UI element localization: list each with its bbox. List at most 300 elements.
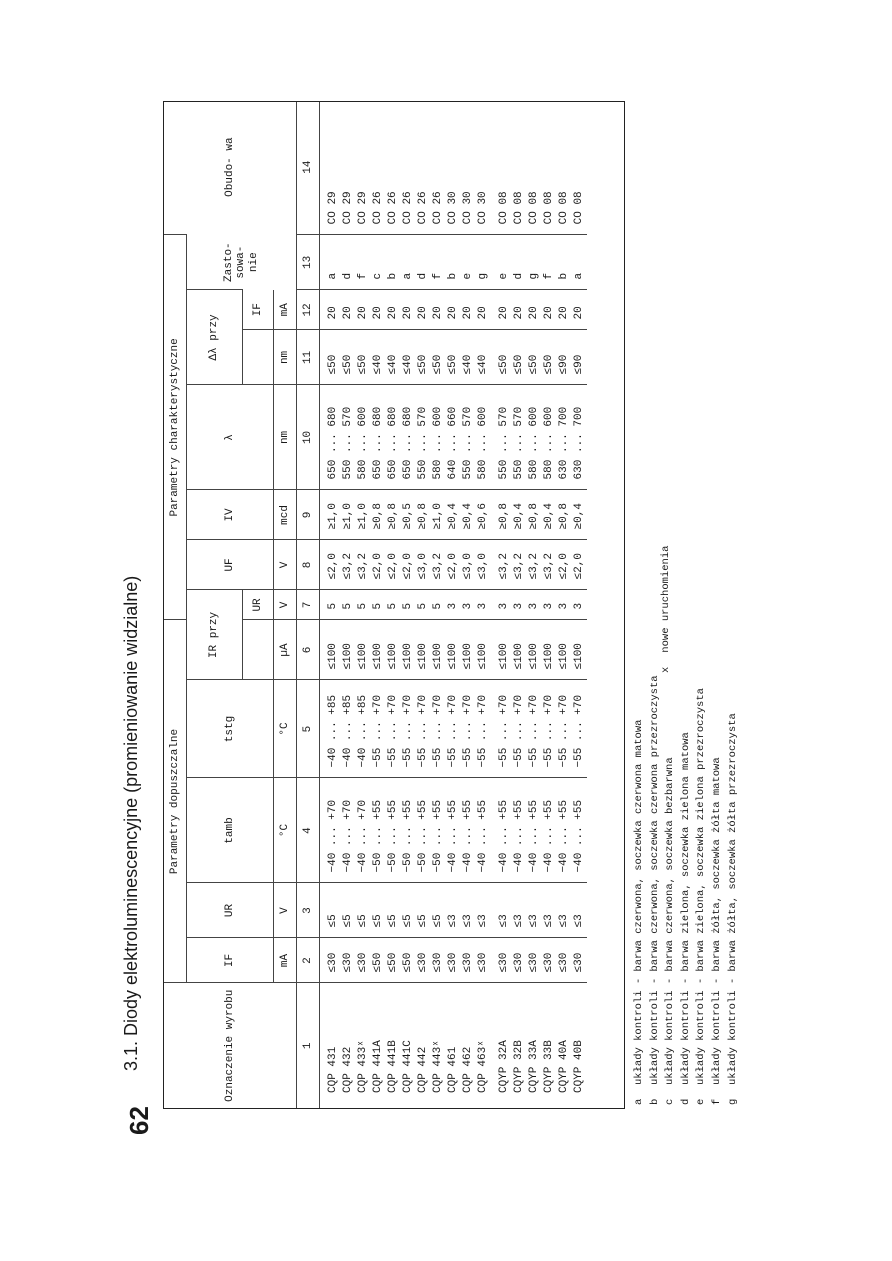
cell-ir: ≤100 (476, 620, 491, 680)
cell-application: a (320, 235, 342, 290)
cell-application: g (476, 235, 491, 290)
table-row (542, 101, 557, 1108)
cell-package: CO 26 (417, 191, 429, 225)
cell-if: ≤30 (527, 938, 542, 983)
table-row (497, 101, 512, 1108)
new-products-note (660, 546, 672, 673)
col-number: 1 (297, 983, 320, 1108)
cell-product-code: CQP 462 (461, 983, 476, 1108)
cell-application: c (371, 235, 386, 290)
cell-package: CO 30 (477, 191, 489, 225)
cell-lambda: 580 ... 600 (476, 385, 491, 490)
cell-ir: ≤100 (431, 620, 446, 680)
cell-dl: ≤50 (527, 330, 542, 385)
cell-iv: ≥0,4 (446, 490, 461, 540)
cell-if: ≤30 (341, 938, 356, 983)
footnote-text: układy kontroli - barwa czerwona, soczewka czerwona przezroczysta (648, 675, 661, 1085)
cell-dl: ≤40 (386, 330, 401, 385)
header-ir-przy: IR przy (187, 590, 243, 680)
header-if: IF (187, 938, 274, 983)
header-tamb: tamb (187, 778, 274, 883)
cell-uf: ≤2,0 (446, 540, 461, 590)
cell-if: ≤30 (446, 938, 461, 983)
footnote-text: układy kontroli - barwa żółta, soczewka żółta matowa (710, 757, 723, 1085)
cell-application: b (557, 235, 572, 290)
cell-dl: ≤50 (356, 330, 371, 385)
cell-ir: ≤100 (461, 620, 476, 680)
unit-if2: mA (274, 290, 297, 330)
cell-dl: ≤90 (557, 330, 572, 385)
cell-package: CO 29 (327, 191, 339, 225)
table-row (572, 101, 587, 1108)
cell-product-code: CQYP 40A (557, 983, 572, 1108)
cell-product-code: CQP 432 (341, 983, 356, 1108)
footnote-text: układy kontroli - barwa czerwona, soczewka bezbarwna (664, 757, 677, 1085)
cell-ir: ≤100 (386, 620, 401, 680)
cell-uf: ≤3,2 (512, 540, 527, 590)
cell-dl: ≤50 (497, 330, 512, 385)
cell-ir: ≤100 (416, 620, 431, 680)
cell-iv: ≥0,4 (572, 490, 587, 540)
footnote-key: b (648, 1098, 661, 1105)
unit-tstg: °C (274, 680, 297, 778)
footnote-key: f (710, 1098, 723, 1105)
cell-ur2: 3 (461, 590, 476, 620)
cell-application: d (416, 235, 431, 290)
cell-package: CO 26 (372, 191, 384, 225)
cell-tamb: −50 ... +55 (386, 778, 401, 883)
footnote-text: układy kontroli - barwa zielona, soczewka zielona matowa (679, 732, 692, 1085)
cell-application: b (446, 235, 461, 290)
table-row (401, 101, 416, 1108)
footnote (694, 675, 710, 1105)
col-number: 13 (297, 235, 320, 290)
cell-dl: ≤90 (572, 330, 587, 385)
cell-ur: ≤3 (446, 883, 461, 938)
cell-application: e (497, 235, 512, 290)
cell-ur2: 5 (401, 590, 416, 620)
cell-uf: ≤3,2 (527, 540, 542, 590)
header-ir-blank (243, 620, 274, 680)
cell-lambda: 550 ... 570 (341, 385, 356, 490)
cell-if2: 20 (497, 290, 512, 330)
cell-package: CO 26 (432, 191, 444, 225)
cell-iv: ≥0,8 (527, 490, 542, 540)
cell-uf: ≤3,0 (461, 540, 476, 590)
cell-uf: ≤2,0 (401, 540, 416, 590)
cell-dl: ≤50 (416, 330, 431, 385)
cell-ur2: 5 (320, 590, 342, 620)
cell-package: CO 26 (387, 191, 399, 225)
cell-iv: ≥0,8 (386, 490, 401, 540)
cell-if2: 20 (371, 290, 386, 330)
cell-if2: 20 (461, 290, 476, 330)
table-row (557, 101, 572, 1108)
cell-product-code: CQP 463ˣ (476, 983, 491, 1108)
cell-tstg: −55 ... +70 (497, 680, 512, 778)
cell-ur2: 3 (497, 590, 512, 620)
footnote-key: c (664, 1098, 677, 1105)
col-number: 5 (297, 680, 320, 778)
cell-lambda: 630 ... 700 (572, 385, 587, 490)
cell-ur2: 5 (341, 590, 356, 620)
cell-ir: ≤100 (401, 620, 416, 680)
cell-tstg: −55 ... +70 (416, 680, 431, 778)
cell-iv: ≥1,0 (356, 490, 371, 540)
cell-product-code: CQP 441B (386, 983, 401, 1108)
cell-lambda: 550 ... 570 (461, 385, 476, 490)
cell-tamb: −40 ... +55 (476, 778, 491, 883)
cell-lambda: 580 ... 600 (356, 385, 371, 490)
cell-application: f (542, 235, 557, 290)
cell-package: CO 08 (513, 191, 525, 225)
cell-ir: ≤100 (527, 620, 542, 680)
header-application: Zasto- sowa- nie (187, 235, 297, 290)
col-number: 7 (297, 590, 320, 620)
cell-if: ≤30 (356, 938, 371, 983)
cell-ur: ≤5 (341, 883, 356, 938)
cell-application: d (341, 235, 356, 290)
footnote-text: układy kontroli - barwa czerwona, soczewka czerwona matowa (633, 719, 645, 1085)
cell-tamb: −50 ... +55 (431, 778, 446, 883)
cell-iv: ≥1,0 (320, 490, 342, 540)
cell-lambda: 640 ... 660 (446, 385, 461, 490)
cell-iv: ≥1,0 (341, 490, 356, 540)
cell-ur: ≤5 (386, 883, 401, 938)
unit-if: mA (274, 938, 297, 983)
footnotes (632, 675, 741, 1105)
cell-tamb: −50 ... +55 (416, 778, 431, 883)
cell-ur2: 5 (416, 590, 431, 620)
header-package: Obudo- wa (164, 101, 297, 235)
cell-ur: ≤3 (497, 883, 512, 938)
cell-package: CO 08 (543, 191, 555, 225)
section-title: 3.1. Diody elektroluminescencyjne (promieniowanie widzialne) (121, 575, 141, 1071)
col-number: 3 (297, 883, 320, 938)
cell-if: ≤30 (416, 938, 431, 983)
cell-ur: ≤5 (401, 883, 416, 938)
cell-iv: ≥0,8 (557, 490, 572, 540)
cell-ur2: 3 (572, 590, 587, 620)
cell-ur: ≤3 (461, 883, 476, 938)
cell-product-code: CQP 441A (371, 983, 386, 1108)
cell-dl: ≤50 (542, 330, 557, 385)
cell-package: CO 08 (528, 191, 540, 225)
footnote-text: układy kontroli - barwa żółta, soczewka żółta przezroczysta (726, 713, 739, 1085)
cell-if2: 20 (527, 290, 542, 330)
cell-package: CO 26 (402, 191, 414, 225)
cell-tstg: −55 ... +70 (512, 680, 527, 778)
cell-if2: 20 (401, 290, 416, 330)
cell-dl: ≤40 (476, 330, 491, 385)
footnote (632, 675, 648, 1105)
cell-if: ≤30 (497, 938, 512, 983)
cell-uf: ≤2,0 (371, 540, 386, 590)
cell-product-code: CQP 443ˣ (431, 983, 446, 1108)
cell-uf: ≤3,2 (431, 540, 446, 590)
spec-table (164, 101, 587, 1108)
cell-ur2: 3 (557, 590, 572, 620)
cell-product-code: CQYP 32A (497, 983, 512, 1108)
cell-tstg: −40 ... +85 (320, 680, 342, 778)
col-number: 9 (297, 490, 320, 540)
footnote-key: g (726, 1098, 739, 1105)
header-lambda: λ (187, 385, 274, 490)
table-body (320, 101, 588, 1108)
cell-ur: ≤3 (542, 883, 557, 938)
new-products-mark: x (660, 666, 672, 673)
cell-tamb: −40 ... +70 (356, 778, 371, 883)
cell-application: a (401, 235, 416, 290)
cell-dl: ≤50 (512, 330, 527, 385)
cell-tamb: −40 ... +55 (446, 778, 461, 883)
col-number: 11 (297, 330, 320, 385)
cell-lambda: 650 ... 680 (371, 385, 386, 490)
cell-lambda: 550 ... 570 (497, 385, 512, 490)
cell-tstg: −55 ... +70 (572, 680, 587, 778)
cell-tamb: −40 ... +70 (320, 778, 342, 883)
table-row (512, 101, 527, 1108)
unit-iv: mcd (274, 490, 297, 540)
cell-product-code: CQYP 40B (572, 983, 587, 1108)
unit-dl: nm (274, 330, 297, 385)
header-dl-przy: Δλ przy (187, 290, 243, 385)
cell-package: CO 30 (462, 191, 474, 225)
spec-table-frame (163, 101, 625, 1109)
unit-ur: V (274, 883, 297, 938)
cell-iv: ≥1,0 (431, 490, 446, 540)
cell-uf: ≤2,0 (320, 540, 342, 590)
cell-dl: ≤50 (431, 330, 446, 385)
page-number: 62 (124, 1106, 154, 1135)
new-products-text: nowe uruchomienia (660, 545, 672, 653)
cell-if: ≤30 (431, 938, 446, 983)
header-dl-blank (243, 330, 274, 385)
cell-ur2: 3 (476, 590, 491, 620)
footnote (679, 675, 695, 1105)
cell-if2: 20 (476, 290, 491, 330)
cell-application: d (512, 235, 527, 290)
cell-if: ≤30 (476, 938, 491, 983)
cell-package: CO 08 (573, 191, 585, 225)
cell-ur2: 5 (386, 590, 401, 620)
table-row (320, 101, 342, 1108)
header-if2: IF (243, 290, 274, 330)
cell-tstg: −55 ... +70 (542, 680, 557, 778)
cell-lambda: 550 ... 570 (512, 385, 527, 490)
header-ur2: UR (243, 590, 274, 620)
cell-uf: ≤3,0 (476, 540, 491, 590)
footnote-key: d (679, 1098, 692, 1105)
cell-if2: 20 (356, 290, 371, 330)
table-row (416, 101, 431, 1108)
table-row (386, 101, 401, 1108)
cell-tamb: −50 ... +55 (401, 778, 416, 883)
footnote (663, 675, 679, 1105)
cell-iv: ≥0,5 (401, 490, 416, 540)
cell-ur: ≤5 (356, 883, 371, 938)
cell-tamb: −40 ... +55 (557, 778, 572, 883)
unit-ir: µA (274, 620, 297, 680)
cell-if: ≤30 (572, 938, 587, 983)
cell-ir: ≤100 (341, 620, 356, 680)
cell-tstg: −55 ... +70 (446, 680, 461, 778)
cell-tamb: −50 ... +55 (371, 778, 386, 883)
cell-ur: ≤5 (416, 883, 431, 938)
cell-ur2: 5 (431, 590, 446, 620)
cell-product-code: CQYP 33A (527, 983, 542, 1108)
table-row (341, 101, 356, 1108)
cell-ur2: 3 (542, 590, 557, 620)
header-tstg: tstg (187, 680, 274, 778)
cell-dl: ≤50 (446, 330, 461, 385)
unit-tamb: °C (274, 778, 297, 883)
cell-if2: 20 (320, 290, 342, 330)
cell-ur2: 5 (356, 590, 371, 620)
cell-ur2: 5 (371, 590, 386, 620)
footnote (710, 675, 726, 1105)
header-group-limits: Parametry dopuszczalne (164, 620, 187, 983)
cell-ir: ≤100 (542, 620, 557, 680)
cell-if2: 20 (431, 290, 446, 330)
cell-tstg: −40 ... +85 (341, 680, 356, 778)
cell-if: ≤30 (461, 938, 476, 983)
cell-product-code: CQP 441C (401, 983, 416, 1108)
cell-iv: ≥0,4 (461, 490, 476, 540)
col-number: 6 (297, 620, 320, 680)
cell-lambda: 650 ... 680 (386, 385, 401, 490)
cell-tstg: −40 ... +85 (356, 680, 371, 778)
cell-dl: ≤50 (320, 330, 342, 385)
cell-dl: ≤40 (461, 330, 476, 385)
cell-lambda: 650 ... 680 (401, 385, 416, 490)
footnote-key: a (633, 1098, 645, 1105)
cell-if2: 20 (446, 290, 461, 330)
col-number: 12 (297, 290, 320, 330)
cell-application: g (527, 235, 542, 290)
cell-lambda: 630 ... 700 (557, 385, 572, 490)
cell-application: f (356, 235, 371, 290)
cell-product-code: CQP 431 (320, 983, 342, 1108)
cell-uf: ≤3,2 (542, 540, 557, 590)
col-number: 14 (297, 101, 320, 235)
col-number: 8 (297, 540, 320, 590)
cell-product-code: CQP 461 (446, 983, 461, 1108)
cell-iv: ≥0,4 (512, 490, 527, 540)
cell-product-code: CQP 433ˣ (356, 983, 371, 1108)
cell-application: f (431, 235, 446, 290)
cell-lambda: 580 ... 600 (431, 385, 446, 490)
cell-tstg: −55 ... +70 (431, 680, 446, 778)
footnote-key: e (695, 1098, 708, 1105)
table-row (476, 101, 491, 1108)
cell-tstg: −55 ... +70 (461, 680, 476, 778)
cell-tamb: −40 ... +55 (512, 778, 527, 883)
cell-ur: ≤5 (371, 883, 386, 938)
cell-package: CO 30 (447, 191, 459, 225)
cell-ir: ≤100 (497, 620, 512, 680)
cell-tamb: −40 ... +55 (461, 778, 476, 883)
cell-if: ≤50 (401, 938, 416, 983)
cell-if: ≤50 (371, 938, 386, 983)
header-product-code: Oznaczenie wyrobu (164, 983, 297, 1108)
cell-product-code: CQYP 33B (542, 983, 557, 1108)
cell-lambda: 580 ... 600 (542, 385, 557, 490)
table-row (371, 101, 386, 1108)
cell-application: b (386, 235, 401, 290)
cell-tamb: −40 ... +55 (542, 778, 557, 883)
unit-lambda: nm (274, 385, 297, 490)
cell-ur: ≤5 (431, 883, 446, 938)
cell-tamb: −40 ... +70 (341, 778, 356, 883)
footnote (726, 675, 742, 1105)
cell-ur: ≤3 (476, 883, 491, 938)
cell-tamb: −40 ... +55 (572, 778, 587, 883)
cell-if2: 20 (386, 290, 401, 330)
header-iv: IV (187, 490, 274, 540)
cell-ur: ≤3 (512, 883, 527, 938)
cell-ir: ≤100 (356, 620, 371, 680)
table-row (446, 101, 461, 1108)
cell-if2: 20 (341, 290, 356, 330)
cell-ir: ≤100 (512, 620, 527, 680)
cell-ur: ≤5 (320, 883, 342, 938)
cell-iv: ≥0,8 (497, 490, 512, 540)
cell-if2: 20 (542, 290, 557, 330)
cell-if: ≤30 (557, 938, 572, 983)
cell-ur: ≤3 (572, 883, 587, 938)
cell-product-code: CQP 442 (416, 983, 431, 1108)
cell-dl: ≤40 (371, 330, 386, 385)
cell-tstg: −55 ... +70 (476, 680, 491, 778)
cell-tamb: −40 ... +55 (497, 778, 512, 883)
footnote-text: układy kontroli - barwa zielona, soczewka zielona przezroczysta (695, 688, 708, 1085)
header-ur: UR (187, 883, 274, 938)
cell-package: CO 08 (498, 191, 510, 225)
cell-ir: ≤100 (572, 620, 587, 680)
cell-ir: ≤100 (320, 620, 342, 680)
footnote (648, 675, 664, 1105)
cell-tstg: −55 ... +70 (371, 680, 386, 778)
cell-package: CO 29 (342, 191, 354, 225)
table-row (527, 101, 542, 1108)
cell-dl: ≤40 (401, 330, 416, 385)
cell-tstg: −55 ... +70 (557, 680, 572, 778)
unit-ur2: V (274, 590, 297, 620)
unit-uf: V (274, 540, 297, 590)
cell-if: ≤30 (542, 938, 557, 983)
cell-iv: ≥0,8 (371, 490, 386, 540)
cell-tstg: −55 ... +70 (527, 680, 542, 778)
cell-product-code: CQYP 32B (512, 983, 527, 1108)
cell-iv: ≥0,8 (416, 490, 431, 540)
cell-tamb: −40 ... +55 (527, 778, 542, 883)
cell-lambda: 650 ... 680 (320, 385, 342, 490)
table-row (356, 101, 371, 1108)
col-number: 10 (297, 385, 320, 490)
header-uf: UF (187, 540, 274, 590)
cell-uf: ≤2,0 (572, 540, 587, 590)
cell-application: e (461, 235, 476, 290)
cell-if2: 20 (512, 290, 527, 330)
cell-package: CO 29 (357, 191, 369, 225)
cell-if2: 20 (572, 290, 587, 330)
header-group-characteristics: Parametry charakterystyczne (164, 235, 187, 620)
cell-uf: ≤3,0 (416, 540, 431, 590)
cell-ir: ≤100 (557, 620, 572, 680)
cell-if2: 20 (557, 290, 572, 330)
cell-iv: ≥0,4 (542, 490, 557, 540)
